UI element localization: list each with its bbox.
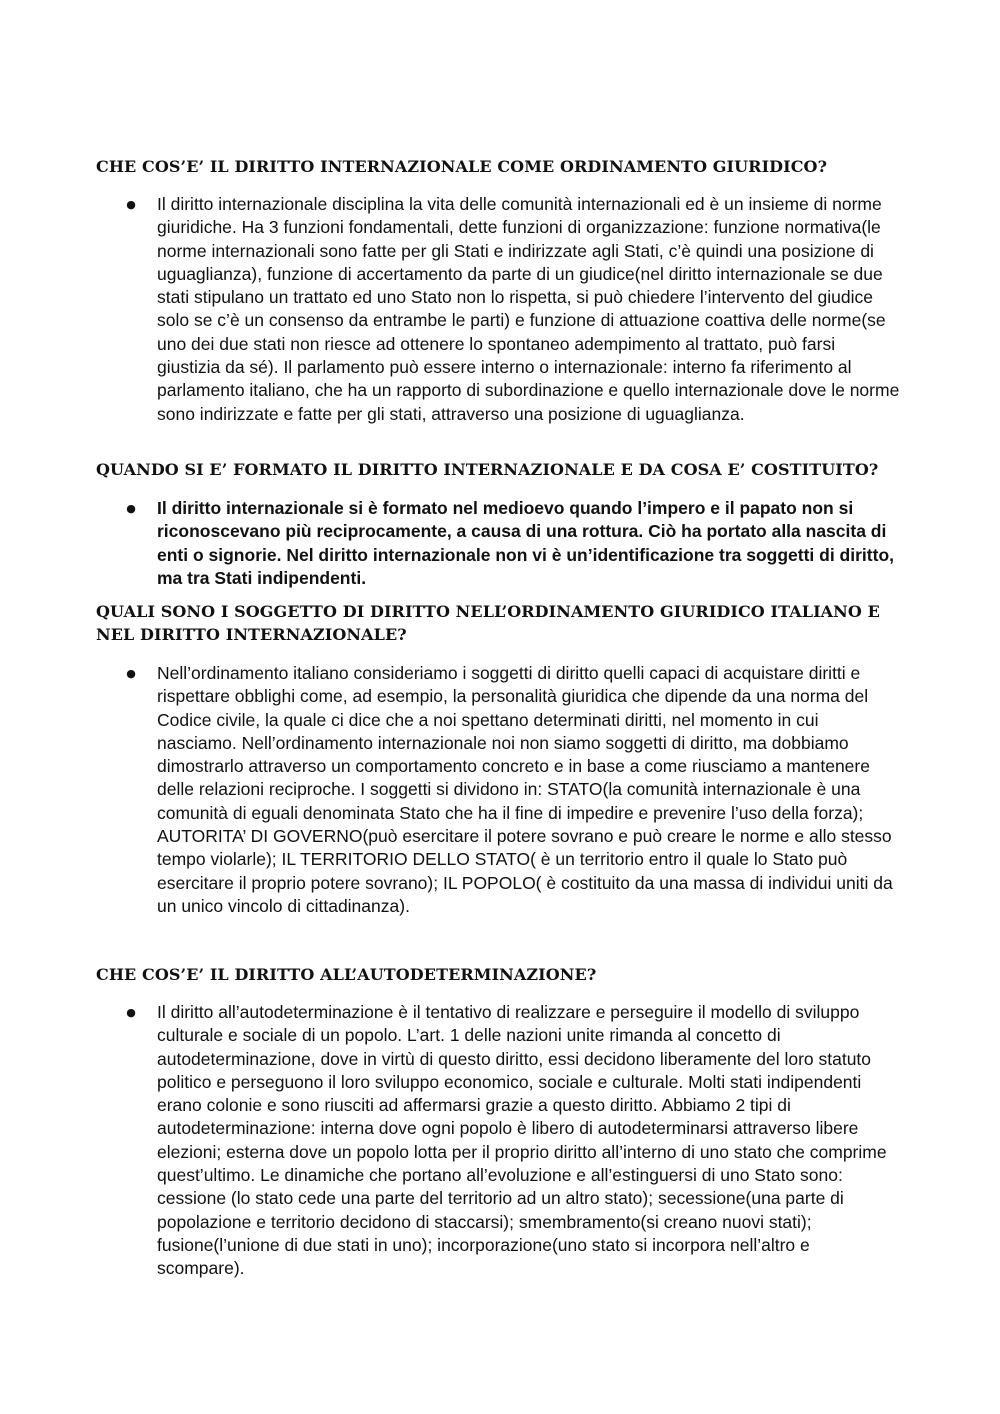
section-heading-3: QUALI SONO I SOGGETTO DI DIRITTO NELL’ORDINAMENTO GIURIDICO ITALIANO E NEL DIRITTO INTERNAZIONALE? (96, 602, 880, 644)
bullet-dot-icon: ● (126, 1006, 136, 1019)
bullet-dot-icon: ● (126, 502, 136, 515)
bullet-text-2: Il diritto internazionale si è formato nel medioevo quando l’impero e il papato non si riconoscevano più reciprocamente, a causa di una rottura. Ciò ha portato alla nascita di enti o signorie. Nel diritto internazionale non vi è un’identificazione tra soggetti di diritto, ma tra Stati indipendenti. (157, 498, 894, 588)
section-heading-2: QUANDO SI E’ FORMATO IL DIRITTO INTERNAZIONALE E DA COSA E’ COSTITUITO? (96, 460, 879, 479)
bullet-item-1 (122, 193, 902, 426)
bullet-text-4: Il diritto all’autodeterminazione è il tentativo di realizzare e perseguire il modello di sviluppo culturale e sociale di un popolo. L’art. 1 delle nazioni unite rimanda al concetto di autodeterminazione, dove in virtù di questo diritto, essi decidono liberamente del loro statuto politico e perseguono il loro sviluppo economico, sociale e culturale. Molti stati indipendenti erano colonie e sono riusciti ad affermarsi grazie a questo diritto. Abbiamo 2 tipi di autodeterminazione: interna dove ogni popolo è libero di autodeterminarsi attraverso libere elezioni; esterna dove un popolo lotta per il proprio diritto all’interno di uno stato che comprime quest’ultimo. Le dinamiche che portano all’evoluzione e all’estinguersi di uno Stato sono: cessione (lo stato cede una parte del territorio ad un altro stato); secessione(una parte di popolazione e territorio decidono di staccarsi); smembramento(si creano nuovi stati); fusione(l’unione di due stati in uno); incorporazione(uno stato si incorpora nell’altro e scompare). (157, 1002, 887, 1279)
section-heading-1: CHE COS’E’ IL DIRITTO INTERNAZIONALE COME ORDINAMENTO GIURIDICO? (96, 157, 828, 176)
bullet-item-3 (122, 662, 902, 918)
section-heading-4: CHE COS’E’ IL DIRITTO ALL’AUTODETERMINAZIONE? (96, 965, 597, 984)
bullet-text-1: Il diritto internazionale disciplina la vita delle comunità internazionali ed è un insieme di norme giuridiche. Ha 3 funzioni fondamentali, dette funzioni di organizzazione: funzione normativa(le norme internazionali sono fatte per gli Stati e indirizzate agli Stati, c’è quindi una posizione di uguaglianza), funzione di accertamento da parte di un giudice(nel diritto internazionale se due stati stipulano un trattato ed uno Stato non lo rispetta, si può chiedere l’intervento del giudice solo se c’è un consenso da entrambe le parti) e funzione di attuazione coattiva delle norme(se uno dei due stati non riesce ad ottenere lo spontaneo adempimento al trattato, può farsi giustizia da sé). Il parlamento può essere interno o internazionale: interno fa riferimento al parlamento italiano, che ha un rapporto di subordinazione e quello internazionale dove le norme sono indirizzate e fatte per gli stati, attraverso una posizione di uguaglianza. (157, 194, 900, 424)
bullet-dot-icon: ● (126, 198, 136, 211)
bullet-item-4 (122, 1001, 902, 1281)
bullet-item-2 (122, 497, 902, 590)
bullet-dot-icon: ● (126, 667, 136, 680)
bullet-text-3: Nell’ordinamento italiano consideriamo i soggetti di diritto quelli capaci di acquistare diritti e rispettare obblighi come, ad esempio, la personalità giuridica che dipende da una norma del Codice civile, la quale ci dice che a noi spettano determinati diritti, nel momento in cui nasciamo. Nell’ordinamento internazionale noi non siamo soggetti di diritto, ma dobbiamo dimostrarlo attraverso un comportamento concreto e in base a come riusciamo a mantenere delle relazioni reciproche. I soggetti si dividono in: STATO(la comunità internazionale è una comunità di eguali denominata Stato che ha il fine di impedire e prevenire l’uso della forza); AUTORITA’ DI GOVERNO(può esercitare il potere sovrano e può creare le norme e allo stesso tempo violarle); IL TERRITORIO DELLO STATO( è un territorio entro il quale lo Stato può esercitare il proprio potere sovrano); IL POPOLO( è costituito da una massa di individui uniti da un unico vincolo di cittadinanza). (157, 663, 893, 916)
